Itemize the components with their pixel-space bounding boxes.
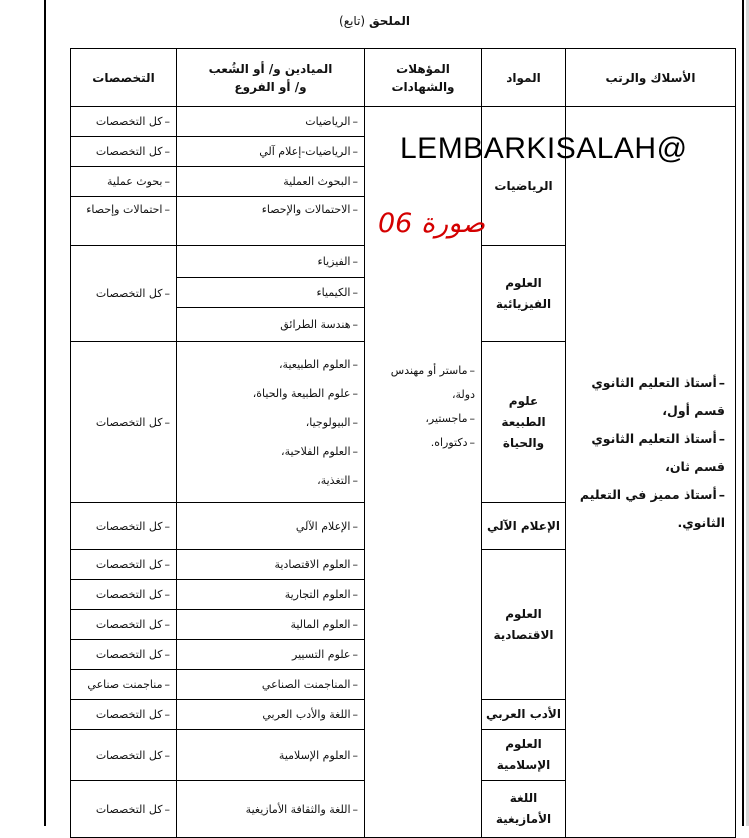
- qualification-item: –دكتوراه.: [430, 436, 475, 449]
- col-header-subjects: المواد: [482, 49, 566, 107]
- field-item: –هندسة الطرائق: [177, 308, 365, 342]
- specialty-item: –كل التخصصات: [71, 137, 177, 167]
- specialty-item: –كل التخصصات: [71, 781, 177, 838]
- field-item: –العلوم التجارية: [177, 580, 365, 610]
- qualification-item: –ماستر أو مهندس دولة،: [390, 364, 475, 401]
- field-item: –الكيمياء: [177, 278, 365, 308]
- field-item: –العلوم الإسلامية: [177, 730, 365, 781]
- specialty-item: –كل التخصصات: [71, 730, 177, 781]
- specialty-item: –كل التخصصات: [71, 610, 177, 640]
- field-item: –علوم الطبيعة والحياة،: [252, 386, 358, 400]
- field-item: –اللغة والثقافة الأمازيغية: [177, 781, 365, 838]
- annex-title: الملحق: [368, 14, 410, 28]
- ranks-cell: [566, 107, 736, 838]
- annex-subtitle: (تابع): [339, 14, 366, 28]
- field-item: –المناجمنت الصناعي: [177, 670, 365, 700]
- field-item: –البيولوجيا،: [305, 415, 358, 429]
- subject-computing: الإعلام الآلي: [482, 503, 566, 550]
- watermark-text: LEMBARKISALAH@: [400, 132, 688, 165]
- subject-islamic: العلوم الإسلامية: [482, 730, 566, 781]
- field-item: –التغذية،: [317, 473, 358, 487]
- rank-item: –أستاذ مميز في التعليم الثانوي.: [579, 487, 725, 530]
- specialty-item: –كل التخصصات: [71, 580, 177, 610]
- field-item: –العلوم الطبيعية،: [279, 357, 358, 371]
- rank-item: –أستاذ التعليم الثانوي قسم ثان،: [591, 431, 725, 474]
- page-title: [0, 14, 749, 28]
- field-item: –اللغة والأدب العربي: [177, 700, 365, 730]
- field-item: –الرياضيات-إعلام آلي: [177, 137, 365, 167]
- field-item: –الإعلام الآلي: [177, 503, 365, 550]
- page-frame-right: [742, 0, 744, 826]
- subject-economics: العلوم الاقتصادية: [482, 550, 566, 700]
- field-item: –الفيزياء: [177, 246, 365, 278]
- field-item: –العلوم الاقتصادية: [177, 550, 365, 580]
- field-item: –العلوم الفلاحية،: [281, 444, 358, 458]
- subject-physics: العلوم الفيزيائية: [482, 246, 566, 342]
- subject-amazigh: اللغة الأمازيغية: [482, 781, 566, 838]
- specialty-item: –كل التخصصات: [71, 503, 177, 550]
- field-item: –العلوم المالية: [177, 610, 365, 640]
- specialty-item: –كل التخصصات: [71, 700, 177, 730]
- stamp-text: صورة 06: [378, 208, 486, 239]
- specialty-item: –كل التخصصات: [71, 550, 177, 580]
- rank-item: –أستاذ التعليم الثانوي قسم أول،: [591, 375, 725, 418]
- qualification-item: –ماجستير،: [425, 412, 475, 425]
- col-header-specialties: التخصصات: [71, 49, 177, 107]
- subject-arabic: الأدب العربي: [482, 700, 566, 730]
- col-header-fields: الميادين و/ أو الشُعب و/ أو الفروع: [177, 49, 365, 107]
- col-header-qualifications: المؤهلات والشهادات: [365, 49, 482, 107]
- specialty-item: –بحوث عملية: [71, 167, 177, 197]
- subject-nature-life: علوم الطبيعة والحياة: [482, 342, 566, 503]
- col-header-ranks: الأسلاك والرتب: [566, 49, 736, 107]
- specialty-item: –احتمالات وإحصاء: [71, 197, 177, 246]
- specialty-item: –كل التخصصات: [71, 107, 177, 137]
- specialty-item: –كل التخصصات: [71, 342, 177, 503]
- specialty-item: –كل التخصصات: [71, 246, 177, 342]
- specialty-item: –مناجمنت صناعي: [71, 670, 177, 700]
- page-frame-left: [44, 0, 46, 826]
- annex-table: [70, 48, 736, 838]
- field-item: –علوم التسيير: [177, 640, 365, 670]
- field-item: –البحوث العملية: [177, 167, 365, 197]
- field-list: [177, 342, 365, 503]
- specialty-item: –كل التخصصات: [71, 640, 177, 670]
- subject-math: الرياضيات: [482, 107, 566, 246]
- field-item: –الاحتمالات والإحصاء: [177, 197, 365, 246]
- field-item: –الرياضيات: [177, 107, 365, 137]
